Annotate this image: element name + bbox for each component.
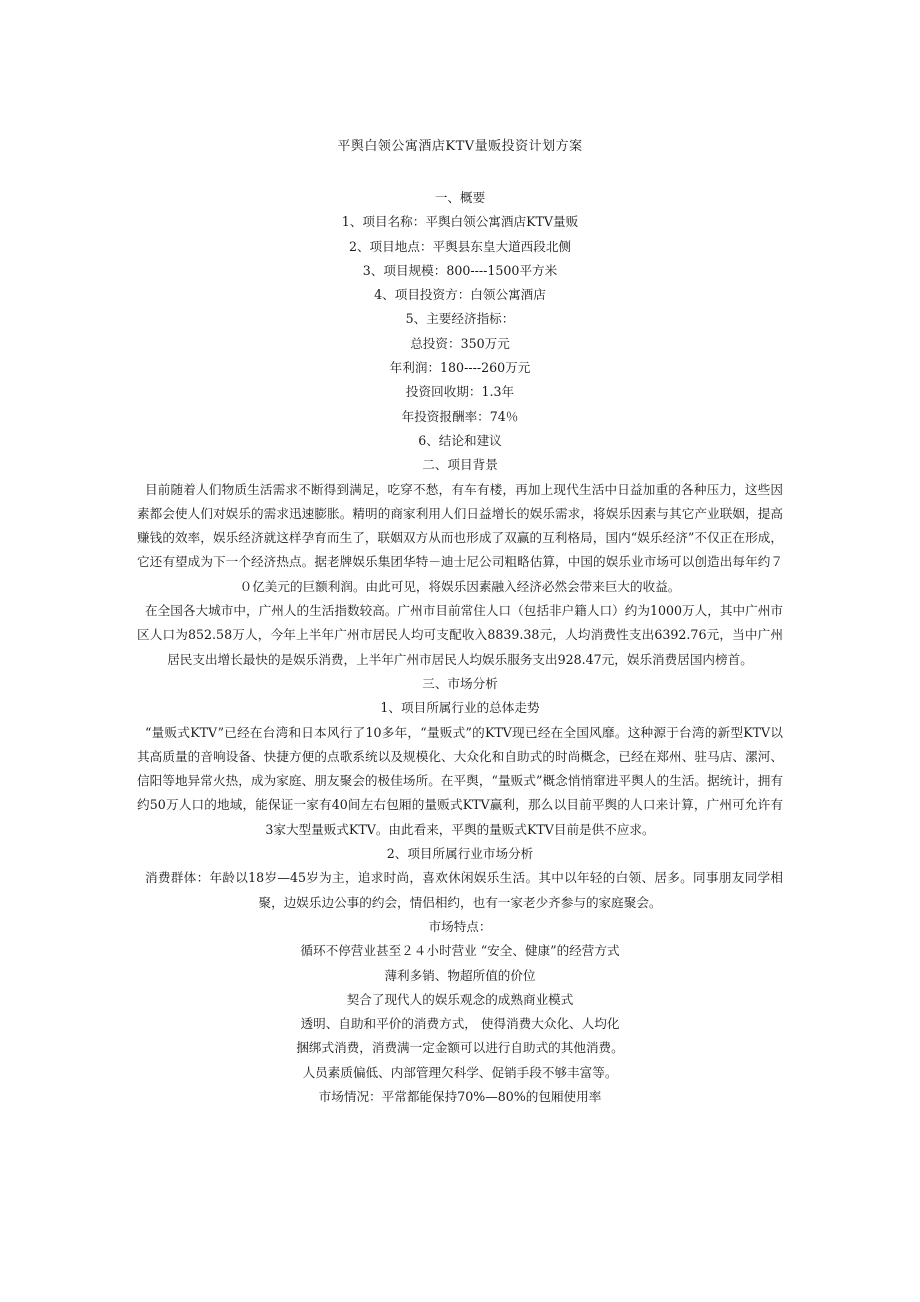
overview-item-location: 2、项目地点：平舆县东皇大道西段北侧: [348, 238, 572, 254]
indicator-payback-period: 投资回收期：1.3年: [405, 384, 515, 400]
document-title: 平舆白领公寓酒店KTV量贩投资计划方案: [337, 139, 583, 154]
market-situation: 市场情况：平常都能保持70%—80%的包厢使用率: [318, 1088, 602, 1104]
indicator-total-investment: 总投资：350万元: [410, 335, 510, 351]
market-feature-item: 薄利多销、物超所值的价位: [384, 967, 536, 983]
market-features-heading: 市场特点：: [428, 918, 492, 934]
overview-item-name: 1、项目名称：平舆白领公寓酒店KTV量贩: [341, 214, 579, 230]
overview-item-investor: 4、项目投资方：白领公寓酒店: [374, 287, 546, 303]
market-feature-item: 捆绑式消费，消费满一定金额可以进行自助式的其他消费。: [296, 1040, 624, 1056]
consumer-group-paragraph: 消费群体：年龄以18岁—45岁为主，追求时尚，喜欢休闲娱乐生活。其中以年轻的白领、居多。同事朋友同学相聚，边娱乐边公事的约会，情侣相约，也有一家老少齐参与的家庭聚会。: [145, 870, 783, 910]
overview-item-indicators: 5、主要经济指标：: [405, 311, 515, 327]
document-body: [137, 186, 783, 1109]
market-feature-item: 契合了现代人的娱乐观念的成熟商业模式: [346, 991, 574, 1007]
market-analysis-heading: 2、项目所属行业市场分析: [386, 846, 534, 862]
indicator-annual-profit: 年利润：180----260万元: [389, 360, 531, 376]
market-feature-item: 人员素质偏低、内部管理欠科学、促销手段不够丰富等。: [302, 1064, 618, 1080]
overview-heading: 一、概要: [434, 190, 486, 205]
overview-item-scale: 3、项目规模：800----1500平方米: [362, 262, 558, 278]
market-feature-item: 透明、自助和平价的消费方式， 使得消费大众化、人均化: [300, 1016, 620, 1032]
indicator-return-rate: 年投资报酬率：74％: [401, 408, 519, 424]
market-trend-heading: 1、项目所属行业的总体走势: [380, 700, 540, 716]
overview-item-conclusion: 6、结论和建议: [418, 432, 502, 448]
market-heading: 三、市场分析: [422, 675, 498, 691]
background-paragraph-2: 在全国各大城市中，广州人的生活指数较高。广州市目前常住人口（包括非户籍人口）约为1000万人，其中广州市区人口为852.58万人，今年上半年广州市居民人均可支配收入8839.38元，人均消费性支出6392.76元，当中广州居民支出增长最快的是娱乐消费，上半年广州市居民人均娱乐服务支出928.47元，娱乐消费居国内榜首。: [137, 603, 783, 667]
background-paragraph-1: 目前随着人们物质生活需求不断得到满足，吃穿不愁，有车有楼，再加上现代生活中日益加重的各种压力，这些因素都会使人们对娱乐的需求迅速膨胀。精明的商家利用人们日益增长的娱乐需求，将娱乐因素与其它产业联姻，提高赚钱的效率，娱乐经济就这样孕育而生了，联姻双方从而也形成了双赢的互利格局，国内“娱乐经济”不仅正在形成，它还有望成为下一个经济热点。据老牌娱乐集团华特－迪士尼公司粗略估算，中国的娱乐业市场可以创造出每年约７０亿美元的巨额利润。由此可见，将娱乐因素融入经济必然会带来巨大的收益。: [137, 481, 783, 594]
market-trend-paragraph: “量贩式KTV”已经在台湾和日本风行了10多年，“量贩式”的KTV现已经在全国风靡。这种源于台湾的新型KTV以其高质量的音响设备、快捷方便的点歌系统以及规模化、大众化和自助式的时尚概念，已经在郑州、驻马店、漯河、信阳等地异常火热，成为家庭、朋友聚会的极佳场所。在平舆，“量贩式”概念悄悄窜进平舆人的生活。据统计，拥有约50万人口的地域，能保证一家有40间左右包厢的量贩式KTV赢利，那么以目前平舆的人口来计算，广州可允许有3家大型量贩式KTV。由此看来，平舆的量贩式KTV目前是供不应求。: [137, 724, 783, 837]
market-feature-item: 循环不停营业甚至２４小时营业 “安全、健康”的经营方式: [300, 943, 620, 959]
background-heading: 二、项目背景: [422, 457, 498, 473]
